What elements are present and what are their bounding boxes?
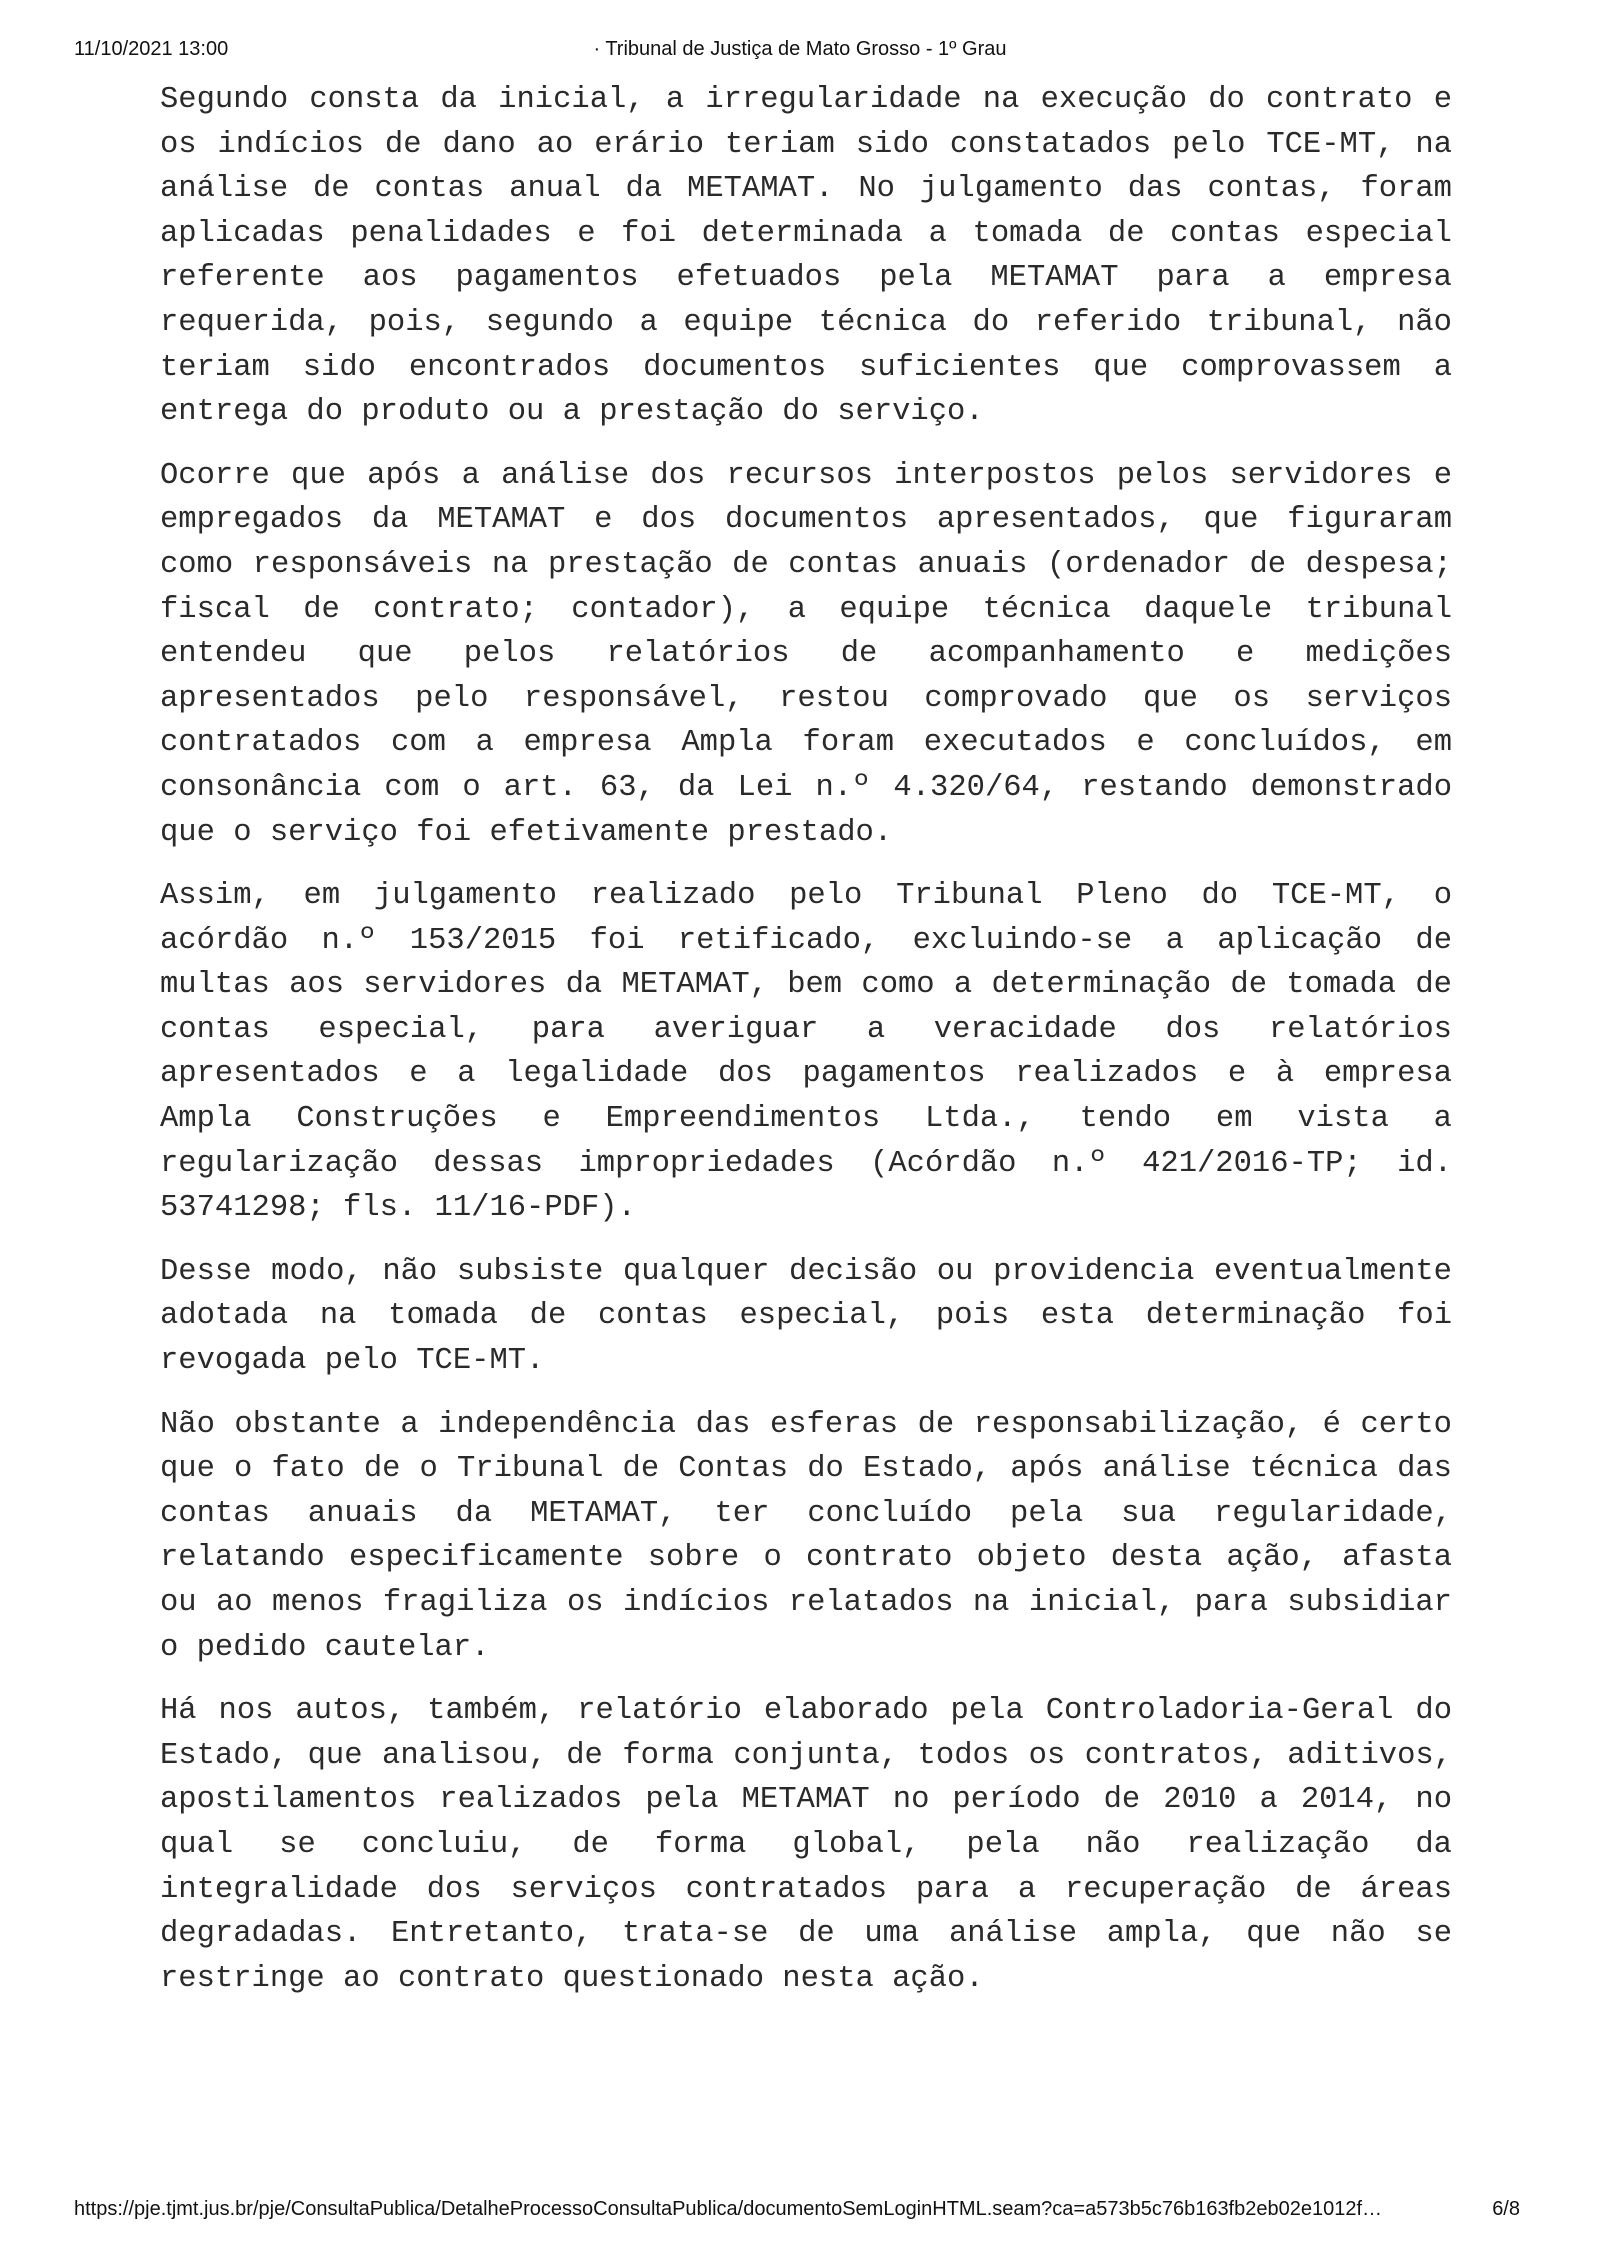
paragraph: Desse modo, não subsiste qualquer decisão ou providencia eventualmente adotada na tomada de contas especial, pois esta determinação foi revogada pelo TCE-MT. — [160, 1254, 1452, 1379]
print-url: https://pje.tjmt.jus.br/pje/ConsultaPublica/DetalheProcessoConsultaPublica/documentoSemLoginHTML.seam?ca=a573b5c76b163fb2eb02e1012f… — [74, 2198, 1383, 2220]
paragraph: Ocorre que após a análise dos recursos interpostos pelos servidores e empregados da METAMAT e dos documentos apresentados, que figuraram como responsáveis na prestação de contas anuais (ordenador de despesa; fiscal de contrato; contador), a equipe técnica daquele tribunal entendeu que pelos relatórios de acompanhamento e medições apresentados pelo responsável, restou comprovado que os serviços contratados com a empresa Ampla foram executados e concluídos, em consonância com o art. 63, da Lei n.º 4.320/64, restando demonstrado que o serviço foi efetivamente prestado. — [160, 458, 1452, 850]
document-body — [160, 78, 1452, 2020]
print-page-title: · Tribunal de Justiça de Mato Grosso - 1º Grau — [593, 38, 1007, 60]
print-datetime: 11/10/2021 13:00 — [74, 38, 229, 60]
print-header — [0, 38, 1600, 68]
paragraph: Há nos autos, também, relatório elaborado pela Controladoria-Geral do Estado, que analisou, de forma conjunta, todos os contratos, aditivos, apostilamentos realizados pela METAMAT no período de 2010 a 2014, no qual se concluiu, de forma global, pela não realização da integralidade dos serviços contratados para a recuperação de áreas degradadas. Entretanto, trata-se de uma análise ampla, que não se restringe ao contrato questionado nesta ação. — [160, 1694, 1452, 1996]
page-number: 6/8 — [1492, 2198, 1520, 2220]
print-footer — [0, 2198, 1600, 2228]
paragraph: Não obstante a independência das esferas de responsabilização, é certo que o fato de o Tribunal de Contas do Estado, após análise técnica das contas anuais da METAMAT, ter concluído pela sua regularidade, relatando especificamente sobre o contrato objeto desta ação, afasta ou ao menos fragiliza os indícios relatados na inicial, para subsidiar o pedido cautelar. — [160, 1407, 1452, 1665]
paragraph: Assim, em julgamento realizado pelo Tribunal Pleno do TCE-MT, o acórdão n.º 153/2015 foi retificado, excluindo-se a aplicação de multas aos servidores da METAMAT, bem como a determinação de tomada de contas especial, para averiguar a veracidade dos relatórios apresentados e a legalidade dos pagamentos realizados e à empresa Ampla Construções e Empreendimentos Ltda., tendo em vista a regularização dessas impropriedades (Acórdão n.º 421/2016-TP; id. 53741298; fls. 11/16-PDF). — [160, 879, 1452, 1226]
paragraph: Segundo consta da inicial, a irregularidade na execução do contrato e os indícios de dano ao erário teriam sido constatados pelo TCE-MT, na análise de contas anual da METAMAT. No julgamento das contas, foram aplicadas penalidades e foi determinada a tomada de contas especial referente aos pagamentos efetuados pela METAMAT para a empresa requerida, pois, segundo a equipe técnica do referido tribunal, não teriam sido encontrados documentos suficientes que comprovassem a entrega do produto ou a prestação do serviço. — [160, 83, 1452, 430]
